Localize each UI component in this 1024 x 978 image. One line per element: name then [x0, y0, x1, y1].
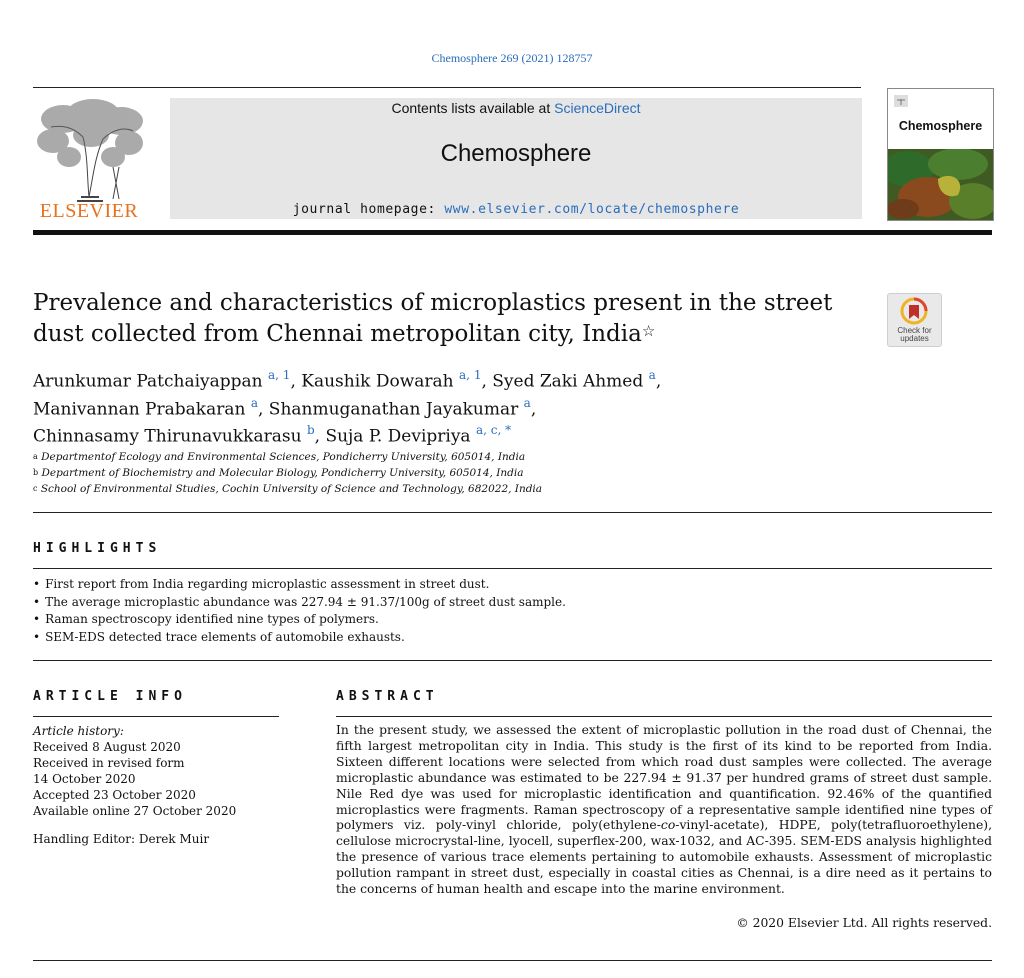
author-name[interactable]: Kaushik Dowarah — [301, 371, 454, 392]
author-separator: , — [481, 371, 493, 392]
section-rule — [33, 512, 992, 513]
affiliation-item — [33, 465, 933, 481]
author-affiliation-mark[interactable]: a, 1 — [459, 368, 482, 382]
elsevier-wordmark: ELSEVIER — [39, 200, 139, 222]
check-updates-label — [888, 327, 941, 343]
history-line: Available online 27 October 2020 — [33, 804, 237, 818]
article-info-heading: ARTICLE INFO — [33, 689, 187, 704]
author-name[interactable]: Shanmuganathan Jayakumar — [268, 399, 519, 420]
homepage-line — [170, 202, 862, 217]
history-line: Received 8 August 2020 — [33, 740, 181, 754]
article-title — [33, 288, 863, 350]
affiliation-mark: a — [33, 452, 38, 461]
highlights-list — [33, 576, 963, 646]
author-affiliation-mark[interactable]: a — [648, 368, 656, 382]
cover-title: Chemosphere — [898, 119, 983, 133]
history-line: Received in revised form — [33, 756, 185, 770]
journal-masthead — [170, 98, 862, 219]
author-affiliation-mark[interactable]: a, 1 — [268, 368, 291, 382]
highlight-item: • SEM-EDS detected trace elements of automobile exhausts. — [33, 629, 963, 647]
header-thick-rule — [33, 230, 992, 235]
author-separator: , — [290, 371, 302, 392]
author-separator: , — [257, 399, 269, 420]
spacer — [33, 819, 293, 831]
highlights-rule — [33, 568, 992, 569]
affiliation-text: Department of Biochemistry and Molecular Biology, Pondicherry University, 605014, India — [41, 467, 524, 479]
history-line: 14 October 2020 — [33, 772, 136, 786]
abstract-text-part1: In the present study, we assessed the extent of microplastic pollution in the road dust of Chennai, the fifth largest metropolitan city in India. This study is the first of its kind to be reported from India. Sixteen different locations were selected from which road dust samples were collected. The average microplastic abundance was estimated to be 227.94 ± 91.37 per hundred grams of street dust sample. Nile Red dye was used for microplastic identification and quantification. 92.46% of the quantified microplastics were fragments. Raman spectroscopy of a representative sample identified nine types of polymers viz. poly-vinyl chloride, poly(ethylene- — [336, 723, 992, 833]
journal-cover[interactable] — [887, 88, 994, 221]
abstract-text-part2: -vinyl-acetate), HDPE, poly(tetrafluoroethylene), cellulose microcrystal-line, lyocell, superflex-200, wax-1032, and AC-395. SEM-EDS analysis highlighted the presence of various trace elements pertaining to automobile exhausts. Assessment of microplastic pollution rampant in street dust, especially in coastal cities as Chennai, is a dire need as it pertains to the concerns of human health and escape into the marine environment. — [336, 818, 992, 897]
author-name[interactable]: Syed Zaki Ahmed — [492, 371, 644, 392]
affiliation-item — [33, 449, 933, 465]
check-updates-line2: updates — [900, 334, 929, 343]
affiliation-list — [33, 449, 933, 497]
affiliation-mark: b — [33, 468, 39, 477]
affiliation-text: Departmentof Ecology and Environmental Sciences, Pondicherry University, 605014, India — [41, 451, 526, 463]
article-title-text: Prevalence and characteristics of microplastics present in the street dust collected from Chennai metropolitan city, India — [33, 290, 833, 347]
author-name[interactable]: Arunkumar Patchaiyappan — [33, 371, 263, 392]
highlight-item: • The average microplastic abundance was 227.94 ± 91.37/100g of street dust sample. — [33, 594, 963, 612]
article-info-rule — [33, 716, 279, 717]
article-history — [33, 723, 293, 847]
author-separator: , — [530, 399, 537, 420]
affiliation-item — [33, 481, 933, 497]
check-for-updates-button[interactable] — [887, 293, 942, 347]
history-line: Accepted 23 October 2020 — [33, 788, 196, 802]
affiliation-text: School of Environmental Studies, Cochin University of Science and Technology, 682022, India — [40, 483, 543, 495]
cover-leaf-image — [888, 149, 993, 220]
sciencedirect-link[interactable]: ScienceDirect — [554, 100, 641, 116]
history-label: Article history: — [33, 724, 124, 738]
author-affiliation-mark[interactable]: a, c, * — [475, 423, 512, 438]
abstract-rule — [336, 716, 992, 717]
affiliation-mark: c — [33, 484, 38, 493]
contents-prefix: Contents lists available at — [391, 100, 555, 116]
homepage-prefix: journal homepage: — [292, 202, 445, 217]
contents-line — [170, 100, 862, 116]
copyright-line: © 2020 Elsevier Ltd. All rights reserved. — [736, 916, 992, 930]
author-affiliation-mark[interactable]: b — [306, 423, 315, 438]
abstract-body — [336, 723, 992, 898]
cover-publisher-icon — [894, 95, 908, 107]
highlights-heading: HIGHLIGHTS — [33, 541, 162, 556]
author-list — [33, 365, 933, 448]
author-affiliation-mark[interactable]: a — [250, 395, 258, 410]
author-separator: , — [314, 426, 326, 447]
homepage-link[interactable]: www.elsevier.com/locate/chemosphere — [444, 202, 740, 217]
check-updates-line1: Check for — [897, 326, 932, 335]
bottom-rule — [33, 960, 992, 961]
abstract-italic-co: co — [660, 818, 676, 833]
journal-citation[interactable]: Chemosphere 269 (2021) 128757 — [431, 51, 593, 65]
author-separator: , — [655, 371, 662, 392]
abstract-heading: ABSTRACT — [336, 689, 439, 704]
author-affiliation-mark[interactable]: a — [523, 395, 531, 410]
title-footnote-star[interactable]: ☆ — [641, 322, 656, 340]
highlight-item: • First report from India regarding microplastic assessment in street dust. — [33, 576, 963, 594]
author-name[interactable]: Chinnasamy Thirunavukkarasu — [33, 426, 302, 447]
check-updates-icon — [900, 297, 928, 325]
author-name[interactable]: Manivannan Prabakaran — [33, 399, 246, 420]
journal-title: Chemosphere — [440, 140, 592, 167]
highlight-item: • Raman spectroscopy identified nine types of polymers. — [33, 611, 963, 629]
top-rule — [33, 87, 861, 88]
handling-editor: Handling Editor: Derek Muir — [33, 832, 210, 846]
section-rule — [33, 660, 992, 661]
author-name[interactable]: Suja P. Devipriya — [325, 426, 471, 447]
